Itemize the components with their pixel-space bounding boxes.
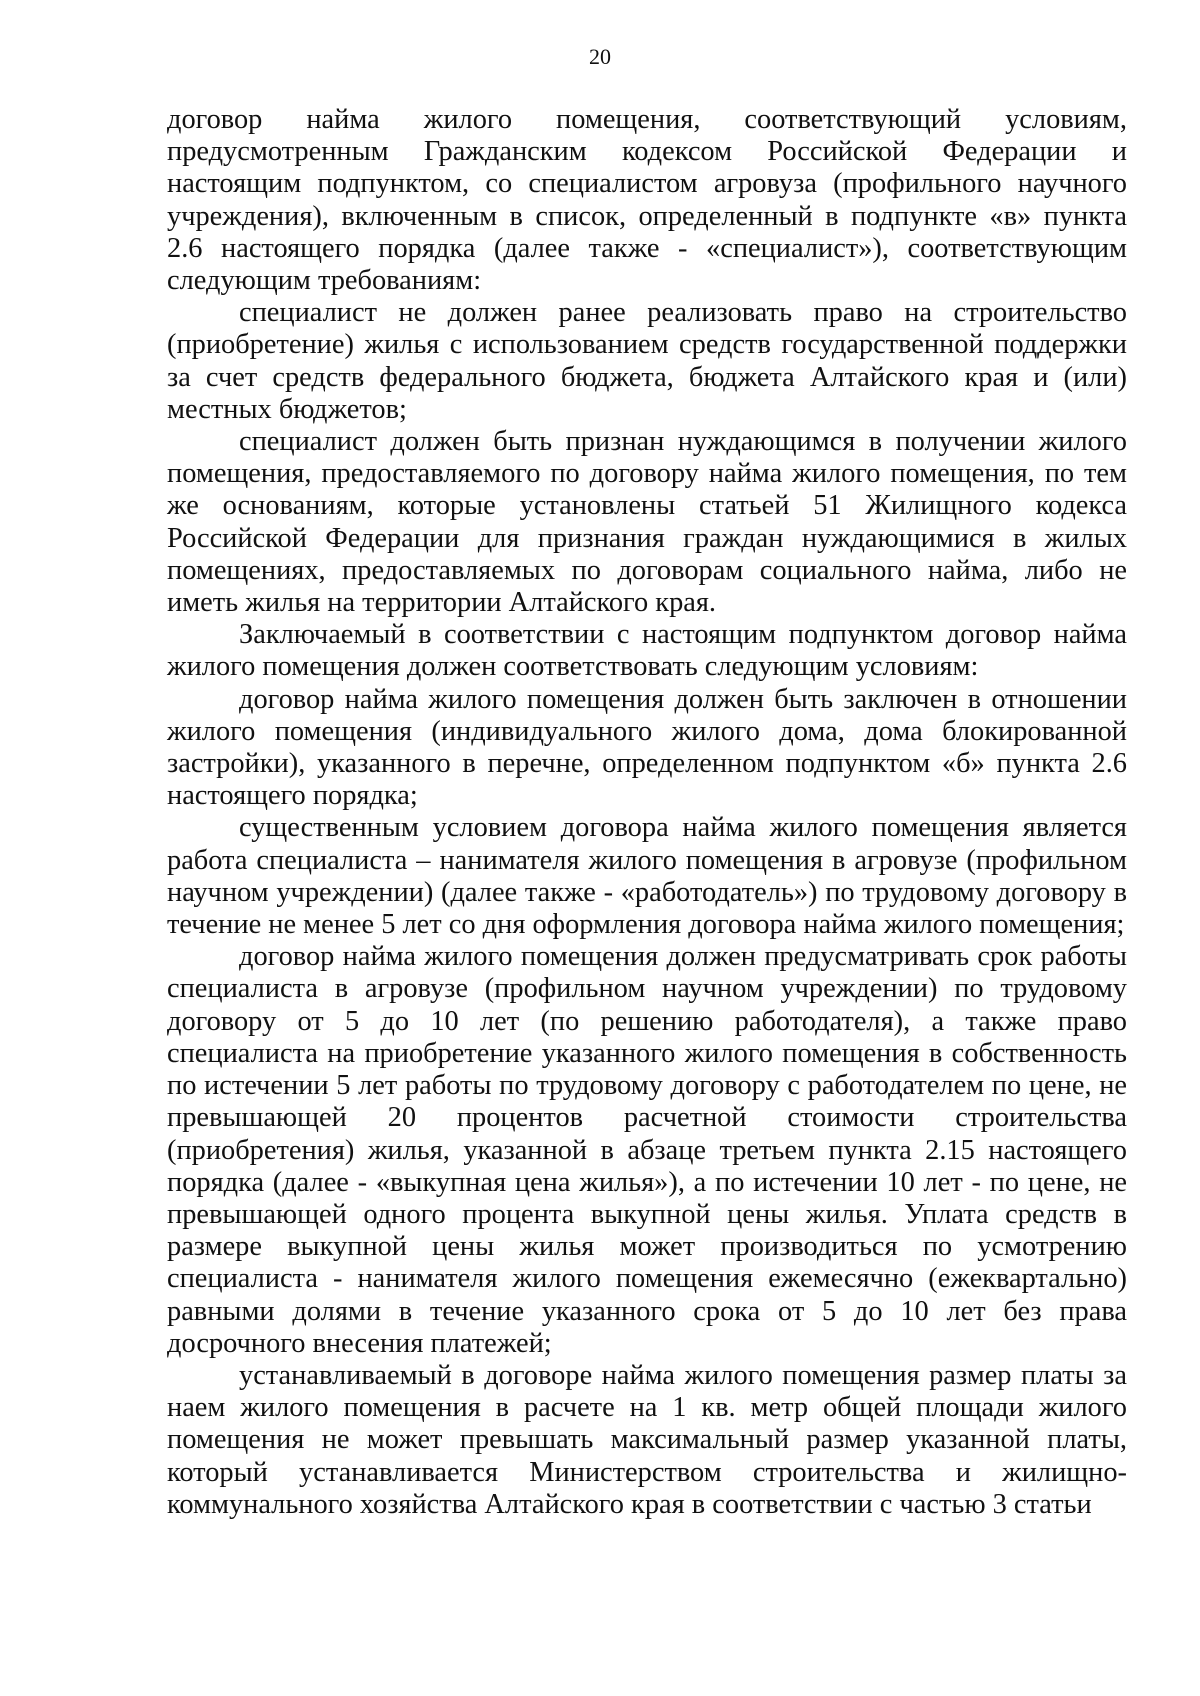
paragraph-5: договор найма жилого помещения должен быть заключен в отношении жилого помещения (индивидуального жилого дома, дома блокированной застройки), указанного в перечне, определенном подпунктом «б» пункта 2.6 настоящего порядка;: [167, 683, 1127, 812]
paragraph-4: Заключаемый в соответствии с настоящим подпунктом договор найма жилого помещения должен соответствовать следующим условиям:: [167, 619, 1127, 683]
paragraph-3: специалист должен быть признан нуждающимся в получении жилого помещения, предоставляемого по договору найма жилого помещения, по тем же основаниям, которые установлены статьей 51 Жилищного кодекса Российской Федерации для признания граждан нуждающимися в жилых помещениях, предоставляемых по договорам социального найма, либо не иметь жилья на территории Алтайского края.: [167, 426, 1127, 619]
paragraph-7: договор найма жилого помещения должен предусматривать срок работы специалиста в агровузе (профильном научном учреждении) по трудовому договору от 5 до 10 лет (по решению работодателя), а также право специалиста на приобретение указанного жилого помещения в собственность по истечении 5 лет работы по трудовому договору с работодателем по цене, не превышающей 20 процентов расчетной стоимости строительства (приобретения) жилья, указанной в абзаце третьем пункта 2.15 настоящего порядка (далее - «выкупная цена жилья»), а по истечении 10 лет - по цене, не превышающей одного процента выкупной цены жилья. Уплата средств в размере выкупной цены жилья может производиться по усмотрению специалиста - нанимателя жилого помещения ежемесячно (ежеквартально) равными долями в течение указанного срока от 5 до 10 лет без права досрочного внесения платежей;: [167, 941, 1127, 1359]
page-number: 20: [589, 44, 611, 69]
paragraph-6: существенным условием договора найма жилого помещения является работа специалиста – нанимателя жилого помещения в агровузе (профильном научном учреждении) (далее также - «работодатель») по трудовому договору в течение не менее 5 лет со дня оформления договора найма жилого помещения;: [167, 812, 1127, 941]
paragraph-8: устанавливаемый в договоре найма жилого помещения размер платы за наем жилого помещения в расчете на 1 кв. метр общей площади жилого помещения не может превышать максимальный размер указанной платы, который устанавливается Министерством строительства и жилищно-коммунального хозяйства Алтайского края в соответствии с частью 3 статьи: [167, 1359, 1127, 1520]
paragraph-1: договор найма жилого помещения, соответствующий условиям, предусмотренным Гражданским кодексом Российской Федерации и настоящим подпунктом, со специалистом агровуза (профильного научного учреждения), включенным в список, определенный в подпункте «в» пункта 2.6 настоящего порядка (далее также - «специалист»), соответствующим следующим требованиям:: [167, 104, 1127, 297]
document-body: [167, 104, 1127, 1521]
paragraph-2: специалист не должен ранее реализовать право на строительство (приобретение) жилья с использованием средств государственной поддержки за счет средств федерального бюджета, бюджета Алтайского края и (или) местных бюджетов;: [167, 297, 1127, 425]
